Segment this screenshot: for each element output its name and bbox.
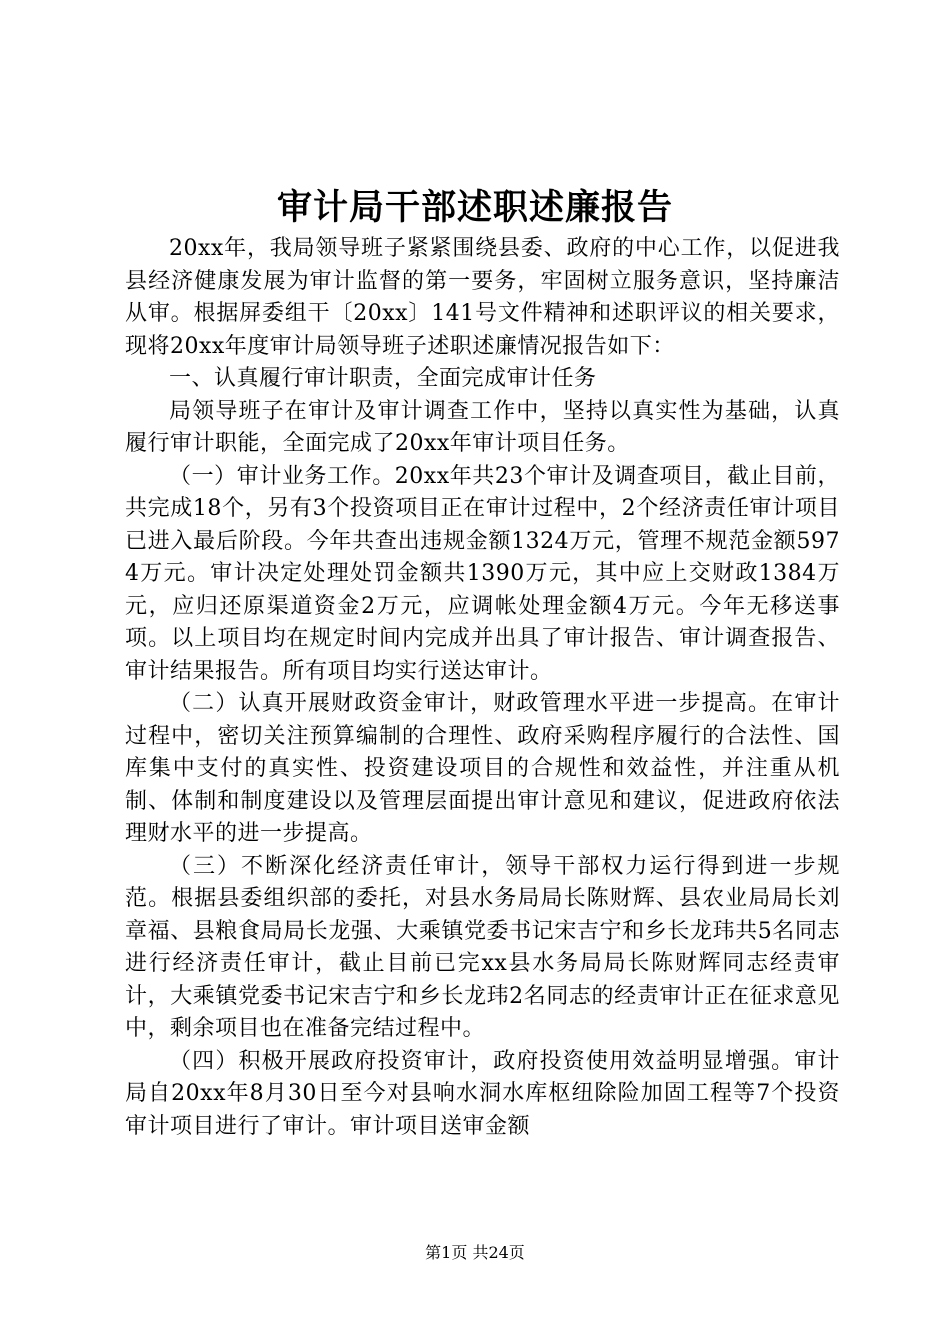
paragraph-summary: 局领导班子在审计及审计调查工作中，坚持以真实性为基础，认真履行审计职能，全面完成了20xx年审计项目任务。	[125, 398, 840, 456]
paragraph-item-2: （二）认真开展财政资金审计，财政管理水平进一步提高。在审计过程中，密切关注预算编制的合理性、政府采购程序履行的合法性、国库集中支付的真实性、投资建设项目的合规性和效益性，并注重从机制、体制和制度建设以及管理层面提出审计意见和建议，促进政府依法理财水平的进一步提高。	[125, 691, 840, 846]
document-body	[125, 233, 840, 1143]
page-footer: 第1页 共24页	[425, 1243, 525, 1262]
paragraph-item-4: （四）积极开展政府投资审计，政府投资使用效益明显增强。审计局自20xx年8月30日至今对县响水洞水库枢纽除险加固工程等7个投资审计项目进行了审计。审计项目送审金额	[125, 1048, 840, 1139]
section-heading-1: 一、认真履行审计职责，全面完成审计任务	[169, 366, 597, 391]
document-title: 审计局干部述职述廉报告	[276, 187, 673, 228]
paragraph-item-3: （三）不断深化经济责任审计，领导干部权力运行得到进一步规范。根据县委组织部的委托，对县水务局局长陈财辉、县农业局局长刘章福、县粮食局局长龙强、大乘镇党委书记宋吉宁和乡长龙玮共5名同志进行经济责任审计，截止目前已完xx县水务局局长陈财辉同志经责审计，大乘镇党委书记宋吉宁和乡长龙玮2名同志的经责审计正在征求意见中，剩余项目也在准备完结过程中。	[125, 853, 840, 1041]
paragraph-item-1: （一）审计业务工作。20xx年共23个审计及调查项目，截止目前，共完成18个，另有3个投资项目正在审计过程中，2个经济责任审计项目已进入最后阶段。今年共查出违规金额1324万元，管理不规范金额5974万元。审计决定处理处罚金额共1390万元，其中应上交财政1384万元，应归还原渠道资金2万元，应调帐处理金额4万元。今年无移送事项。以上项目均在规定时间内完成并出具了审计报告、审计调查报告、审计结果报告。所有项目均实行送达审计。	[125, 463, 840, 684]
paragraph-intro: 20xx年，我局领导班子紧紧围绕县委、政府的中心工作，以促进我县经济健康发展为审计监督的第一要务，牢固树立服务意识，坚持廉洁从审。根据屏委组干〔20xx〕141号文件精神和述职评议的相关要求，现将20xx年度审计局领导班子述职述廉情况报告如下：	[125, 236, 840, 359]
